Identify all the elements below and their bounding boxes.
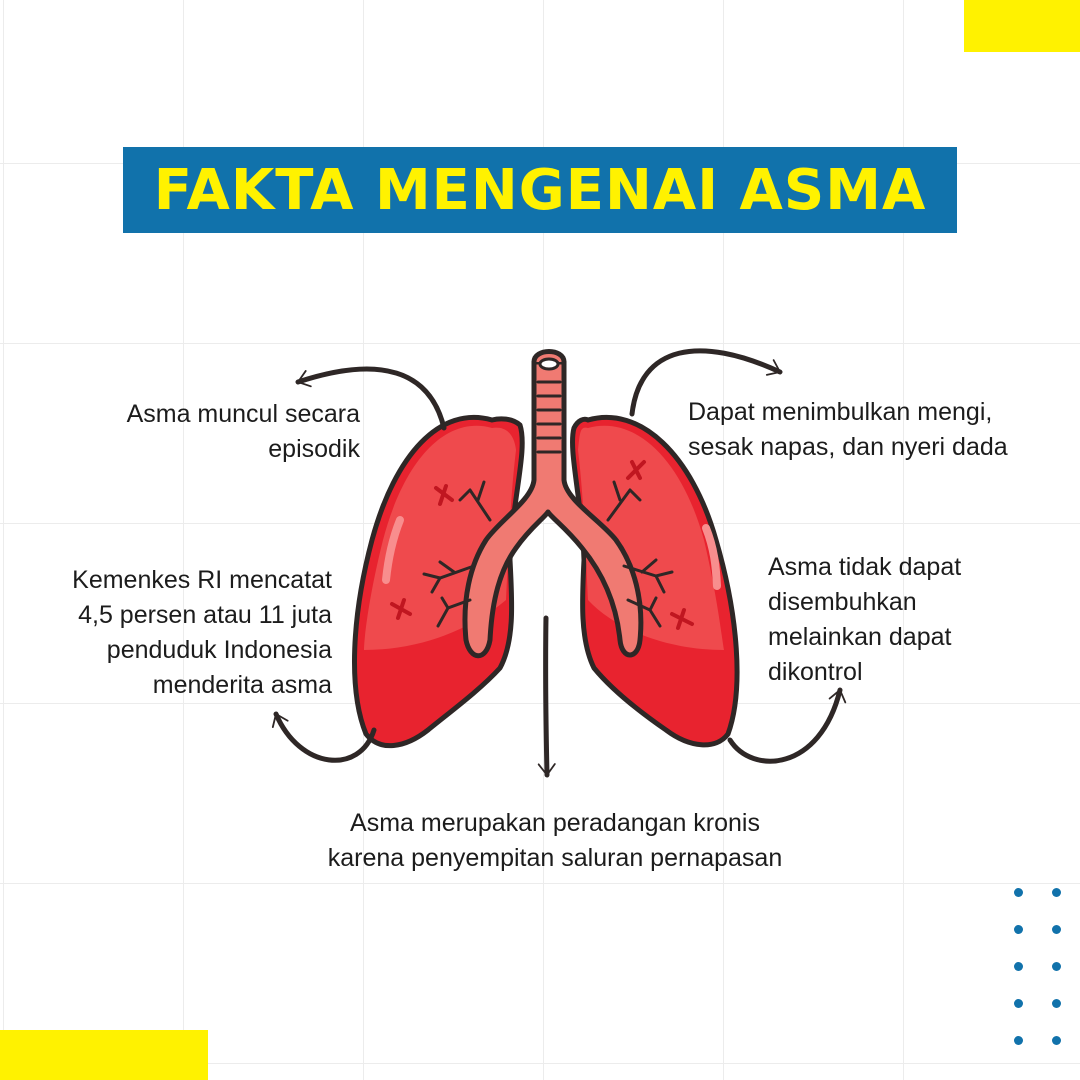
fact-uncurable: Asma tidak dapat disembuhkan melainkan dapat dikontrol xyxy=(768,553,962,686)
decorative-dot-grid xyxy=(1014,888,1070,1045)
dot xyxy=(1052,999,1061,1008)
dot xyxy=(1052,925,1061,934)
dot xyxy=(1014,925,1023,934)
dot xyxy=(1014,1036,1023,1045)
fact-episodic: Asma muncul secara episodik xyxy=(126,400,360,463)
dot xyxy=(1052,888,1061,897)
dot xyxy=(1052,962,1061,971)
straight-arrow-icon xyxy=(546,618,547,775)
fact-chronic: Asma merupakan peradangan kronis karena penyempitan saluran pernapasan xyxy=(327,809,783,872)
right-lung xyxy=(573,417,738,744)
curved-arrow-icon xyxy=(730,690,840,761)
dot xyxy=(1052,1036,1061,1045)
dot xyxy=(1014,962,1023,971)
dot xyxy=(1014,999,1023,1008)
dot xyxy=(1014,888,1023,897)
fact-kemenkes: Kemenkes RI mencatat 4,5 persen atau 11 juta penduduk Indonesia menderita asma xyxy=(72,566,332,699)
page-title: FAKTA MENGENAI ASMA xyxy=(153,157,927,223)
fact-wheeze: Dapat menimbulkan mengi, sesak napas, dan nyeri dada xyxy=(688,398,1008,461)
